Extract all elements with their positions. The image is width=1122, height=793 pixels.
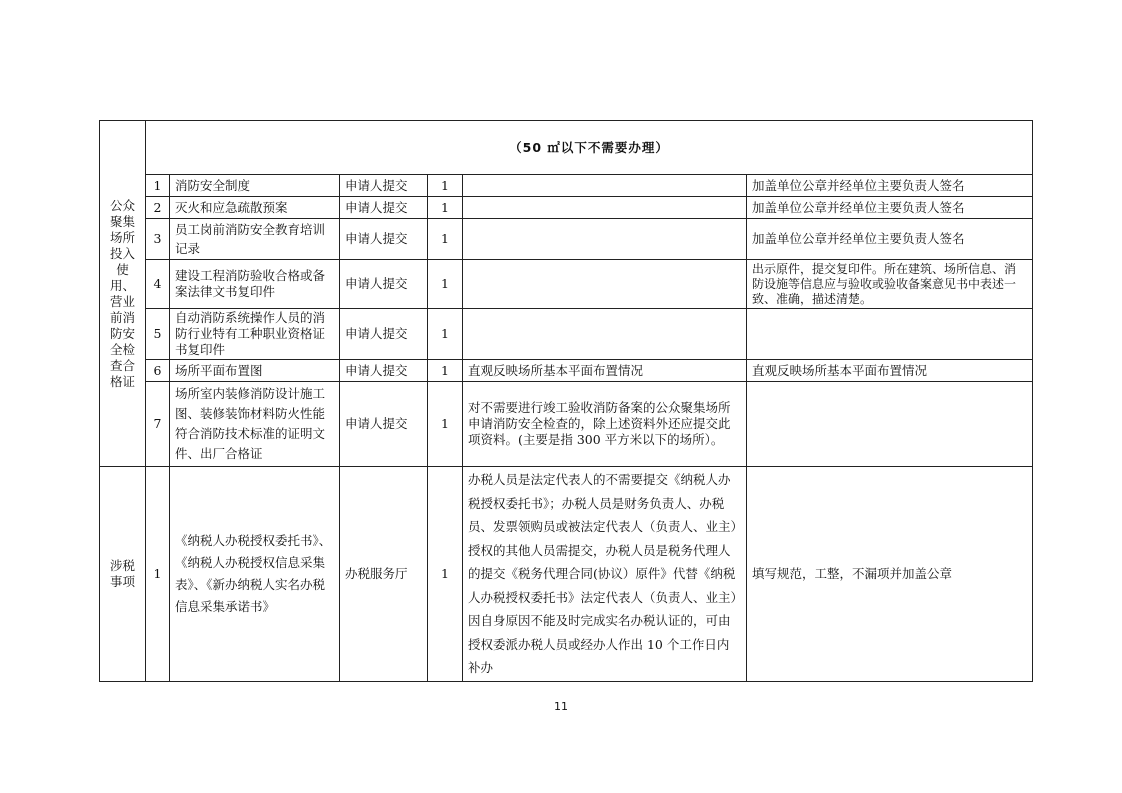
material-source: 申请人提交 xyxy=(340,360,428,382)
material-name: 消防安全制度 xyxy=(170,175,340,197)
material-source: 申请人提交 xyxy=(340,219,428,260)
section-title: （50 ㎡以下不需要办理） xyxy=(146,121,1033,175)
material-source: 申请人提交 xyxy=(340,309,428,360)
material-count: 1 xyxy=(428,360,463,382)
row-number: 1 xyxy=(146,467,170,682)
material-name: 员工岗前消防安全教育培训记录 xyxy=(170,219,340,260)
category-tax: 涉税事项 xyxy=(100,467,146,682)
section-title-row xyxy=(100,121,1033,175)
row-number: 3 xyxy=(146,219,170,260)
material-count: 1 xyxy=(428,175,463,197)
row-number: 4 xyxy=(146,260,170,309)
material-description xyxy=(463,197,747,219)
material-name: 场所室内装修消防设计施工图、装修装饰材料防火性能符合消防技术标准的证明文件、出厂合格证 xyxy=(170,382,340,467)
material-description xyxy=(463,219,747,260)
material-count: 1 xyxy=(428,382,463,467)
row-number: 1 xyxy=(146,175,170,197)
material-name: 场所平面布置图 xyxy=(170,360,340,382)
page-number: 11 xyxy=(554,700,568,713)
row-number: 6 xyxy=(146,360,170,382)
material-requirement: 直观反映场所基本平面布置情况 xyxy=(747,360,1033,382)
material-description: 办税人员是法定代表人的不需要提交《纳税人办税授权委托书》；办税人员是财务负责人、办税员、发票领购员或被法定代表人（负责人、业主）授权的其他人员需提交，办税人员是税务代理人的提交《税务代理合同(协议）原件》代替《纳税人办税授权委托书》法定代表人（负责人、业主）因自身原因不能及时完成实名办税认证的，可由授权委派办税人员或经办人作出 10 个工作日内补办 xyxy=(463,467,747,682)
material-name: 建设工程消防验收合格或备案法律文书复印件 xyxy=(170,260,340,309)
material-source: 申请人提交 xyxy=(340,175,428,197)
material-name: 自动消防系统操作人员的消防行业特有工种职业资格证书复印件 xyxy=(170,309,340,360)
material-name: 《纳税人办税授权委托书》、《纳税人办税授权信息采集表》、《新办纳税人实名办税信息采集承诺书》 xyxy=(170,467,340,682)
material-count: 1 xyxy=(428,197,463,219)
material-description: 对不需要进行竣工验收消防备案的公众聚集场所申请消防安全检查的，除上述资料外还应提交此项资料。(主要是指 300 平方米以下的场所）。 xyxy=(463,382,747,467)
material-description xyxy=(463,175,747,197)
material-description xyxy=(463,309,747,360)
requirements-table xyxy=(99,120,1033,682)
material-requirement: 出示原件，提交复印件。所在建筑、场所信息、消防设施等信息应与验收或验收备案意见书中表述一致、准确，描述清楚。 xyxy=(747,260,1033,309)
material-source: 申请人提交 xyxy=(340,382,428,467)
material-count: 1 xyxy=(428,309,463,360)
material-count: 1 xyxy=(428,219,463,260)
material-requirement xyxy=(747,382,1033,467)
material-description xyxy=(463,260,747,309)
table-row xyxy=(100,219,1033,260)
category-fire-inspection: 公众聚集场所投入使用、营业前消防安全检查合格证 xyxy=(100,121,146,467)
table-row xyxy=(100,260,1033,309)
material-description: 直观反映场所基本平面布置情况 xyxy=(463,360,747,382)
material-requirement: 加盖单位公章并经单位主要负责人签名 xyxy=(747,175,1033,197)
material-requirement: 加盖单位公章并经单位主要负责人签名 xyxy=(747,219,1033,260)
table-row xyxy=(100,175,1033,197)
material-name: 灭火和应急疏散预案 xyxy=(170,197,340,219)
table-row xyxy=(100,360,1033,382)
row-number: 7 xyxy=(146,382,170,467)
table-row xyxy=(100,382,1033,467)
row-number: 5 xyxy=(146,309,170,360)
material-source: 申请人提交 xyxy=(340,260,428,309)
row-number: 2 xyxy=(146,197,170,219)
material-source: 申请人提交 xyxy=(340,197,428,219)
material-count: 1 xyxy=(428,260,463,309)
material-count: 1 xyxy=(428,467,463,682)
material-requirement xyxy=(747,309,1033,360)
table-row xyxy=(100,197,1033,219)
material-requirement: 填写规范，工整，不漏项并加盖公章 xyxy=(747,467,1033,682)
table-row xyxy=(100,467,1033,682)
table-row xyxy=(100,309,1033,360)
material-requirement: 加盖单位公章并经单位主要负责人签名 xyxy=(747,197,1033,219)
material-source: 办税服务厅 xyxy=(340,467,428,682)
